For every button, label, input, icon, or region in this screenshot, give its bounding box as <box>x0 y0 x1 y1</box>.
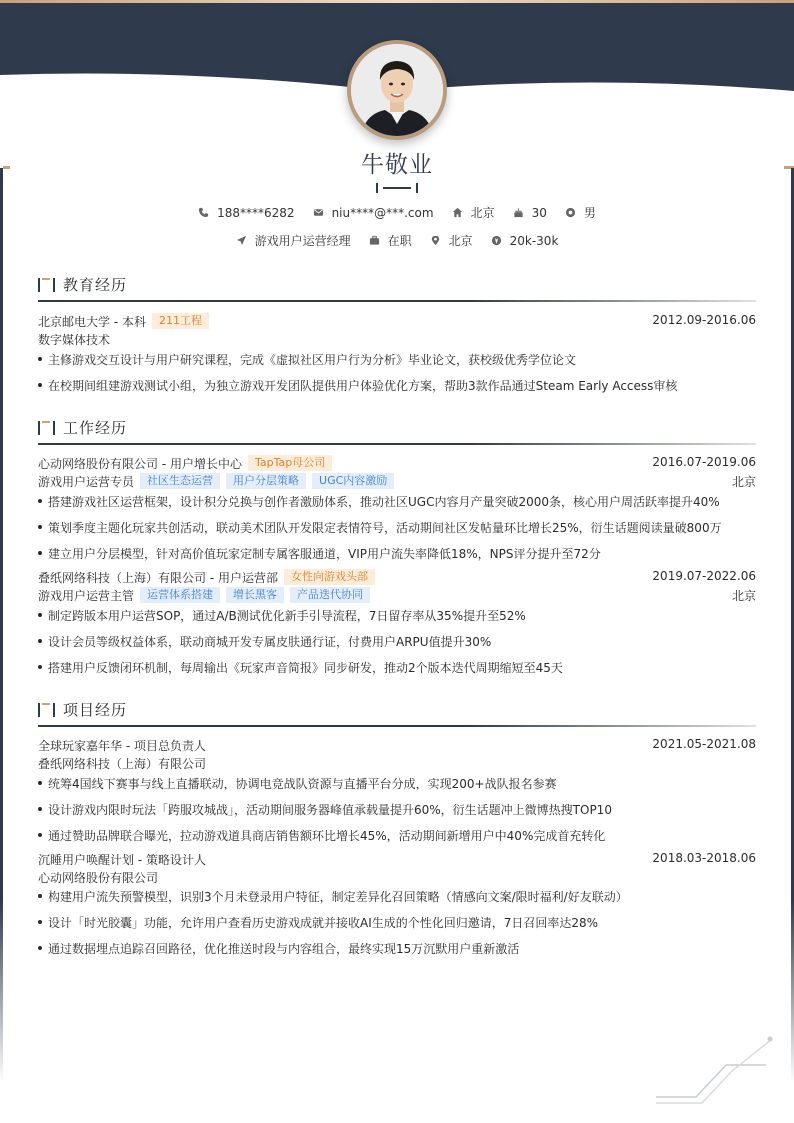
education-header <box>38 312 756 330</box>
job-bullet: 建立用户分层模型，针对高价值玩家定制专属客服通道，VIP用户流失率降低18%，NPS评分提升至72分 <box>38 545 756 562</box>
job-bullet: 策划季度主题化玩家共创活动，联动美术团队开发限定表情符号，活动期间社区发帖量环比增长25%，衍生话题阅读量破800万 <box>38 519 756 536</box>
email-item <box>313 206 434 220</box>
section-rule <box>38 725 756 727</box>
job-city: 北京 <box>731 475 756 489</box>
project-bullet: 通过数据埋点追踪召回路径，优化推送时段与内容组合，最终实现15万沉默用户重新激活 <box>38 940 756 957</box>
project-org-row <box>38 868 756 886</box>
target-city-item <box>430 232 473 249</box>
school-tag: 211工程 <box>152 313 209 329</box>
corner-decoration <box>656 1035 776 1105</box>
job-company: 叠纸网络科技（上海）有限公司 - 用户运营部 <box>38 570 278 585</box>
job-role: 游戏用户运营专员 <box>38 474 135 489</box>
section-rule <box>38 443 756 445</box>
job-city: 北京 <box>731 589 756 603</box>
project-header <box>38 850 756 868</box>
project-org-row <box>38 754 756 772</box>
pin-icon <box>430 235 441 246</box>
avatar-illustration <box>351 44 443 136</box>
job-company: 心动网络股份有限公司 - 用户增长中心 <box>38 456 242 471</box>
job-bullet: 设计会员等级权益体系，联动商城开发专属皮肤通行证，付费用户ARPU值提升30% <box>38 633 756 650</box>
phone-icon <box>198 207 209 218</box>
section-mark-icon <box>38 703 56 717</box>
name-divider <box>376 182 418 194</box>
avatar-frame <box>347 40 447 140</box>
job-period: 2016.07-2019.06 <box>652 455 756 469</box>
age-item <box>513 206 547 220</box>
position-text: 游戏用户运营经理 <box>254 234 351 248</box>
job-header <box>38 454 756 472</box>
section-education <box>38 272 756 302</box>
section-education-title: 教育经历 <box>63 276 128 294</box>
left-border-line <box>0 168 3 1083</box>
salary-text: 20k-30k <box>509 233 559 248</box>
project-bullet: 统筹4国线下赛事与线上直播联动，协调电竞战队资源与直播平台分成，实现200+战队报名参赛 <box>38 775 756 792</box>
job-bullet: 搭建用户反馈闭环机制，每周输出《玩家声音简报》同步研发，推动2个版本迭代周期缩短至45天 <box>38 659 756 676</box>
phone-text: 188****6282 <box>217 205 295 220</box>
city-text: 北京 <box>470 206 495 220</box>
education-major: 数字媒体技术 <box>38 332 111 347</box>
project-bullet: 设计游戏内限时玩法「跨服攻城战」，活动期间服务器峰值承载量提升60%，衍生话题冲上微博热搜TOP10 <box>38 801 756 818</box>
section-rule <box>38 300 756 302</box>
gender-icon <box>565 207 576 218</box>
education-major-row <box>38 330 756 348</box>
job-role-row <box>38 586 756 604</box>
job-role-row <box>38 472 756 490</box>
briefcase-icon <box>369 235 380 246</box>
section-project <box>38 697 756 727</box>
position-item <box>236 232 351 249</box>
school-name: 北京邮电大学 - 本科 <box>38 314 146 329</box>
city-item <box>452 204 495 221</box>
section-project-title: 项目经历 <box>63 701 128 719</box>
contact-row <box>0 204 794 221</box>
status-item <box>369 232 412 249</box>
skill-tag: 社区生态运营 <box>140 473 220 489</box>
job-header <box>38 568 756 586</box>
send-icon <box>236 235 247 246</box>
project-header <box>38 736 756 754</box>
phone-item <box>198 206 294 220</box>
email-text: niu****@***.com <box>331 205 434 220</box>
project-title: 全球玩家嘉年华 - 项目总负责人 <box>38 738 206 753</box>
job-role: 游戏用户运营主管 <box>38 588 135 603</box>
skill-tag: UGC内容激励 <box>312 473 394 489</box>
project-org: 心动网络股份有限公司 <box>38 870 159 885</box>
target-city-text: 北京 <box>448 234 473 248</box>
section-mark-icon <box>38 278 56 292</box>
project-period: 2018.03-2018.06 <box>652 851 756 865</box>
project-bullet: 构建用户流失预警模型，识别3个月未登录用户特征，制定差异化召回策略（情感向文案/限时福利/好友联动） <box>38 888 756 905</box>
education-period: 2012.09-2016.06 <box>652 313 756 327</box>
project-period: 2021.05-2021.08 <box>652 737 756 751</box>
skill-tag: 产品迭代协同 <box>290 587 370 603</box>
project-bullet: 设计「时光胶囊」功能，允许用户查看历史游戏成就并接收AI生成的个性化回归邀请，7日召回率达28% <box>38 914 756 931</box>
salary-item <box>491 234 559 248</box>
money-icon <box>491 235 502 246</box>
project-org: 叠纸网络科技（上海）有限公司 <box>38 756 207 771</box>
education-bullet: 在校期间组建游戏测试小组，为独立游戏开发团队提供用户体验优化方案，帮助3款作品通过Steam Early Access审核 <box>38 377 756 394</box>
cake-icon <box>513 207 524 218</box>
gender-text: 男 <box>583 206 596 220</box>
company-tag: 女性向游戏头部 <box>284 569 375 585</box>
home-icon <box>452 207 463 218</box>
project-title: 沉睡用户唤醒计划 - 策略设计人 <box>38 852 206 867</box>
job-intent-row <box>0 232 794 249</box>
job-period: 2019.07-2022.06 <box>652 569 756 583</box>
education-bullet: 主修游戏交互设计与用户研究课程，完成《虚拟社区用户行为分析》毕业论文，获校级优秀学位论文 <box>38 351 756 368</box>
company-tag: TapTap母公司 <box>248 455 332 471</box>
project-bullet: 通过赞助品牌联合曝光，拉动游戏道具商店销售额环比增长45%，活动期间新增用户中40%完成首充转化 <box>38 827 756 844</box>
job-bullet: 搭建游戏社区运营框架，设计积分兑换与创作者激励体系，推动社区UGC内容月产量突破2000条，核心用户周活跃率提升40% <box>38 493 756 510</box>
section-mark-icon <box>38 421 56 435</box>
avatar <box>351 44 443 136</box>
skill-tag: 增长黑客 <box>226 587 284 603</box>
skill-tag: 运营体系搭建 <box>140 587 220 603</box>
job-bullet: 制定跨版本用户运营SOP，通过A/B测试优化新手引导流程，7日留存率从35%提升至52% <box>38 607 756 624</box>
section-work-title: 工作经历 <box>63 419 128 437</box>
skill-tag: 用户分层策略 <box>226 473 306 489</box>
section-work <box>38 415 756 445</box>
status-text: 在职 <box>387 234 412 248</box>
gender-item <box>565 204 596 221</box>
candidate-name: 牛敬业 <box>361 152 433 178</box>
age-text: 30 <box>531 205 547 220</box>
mail-icon <box>313 207 324 218</box>
